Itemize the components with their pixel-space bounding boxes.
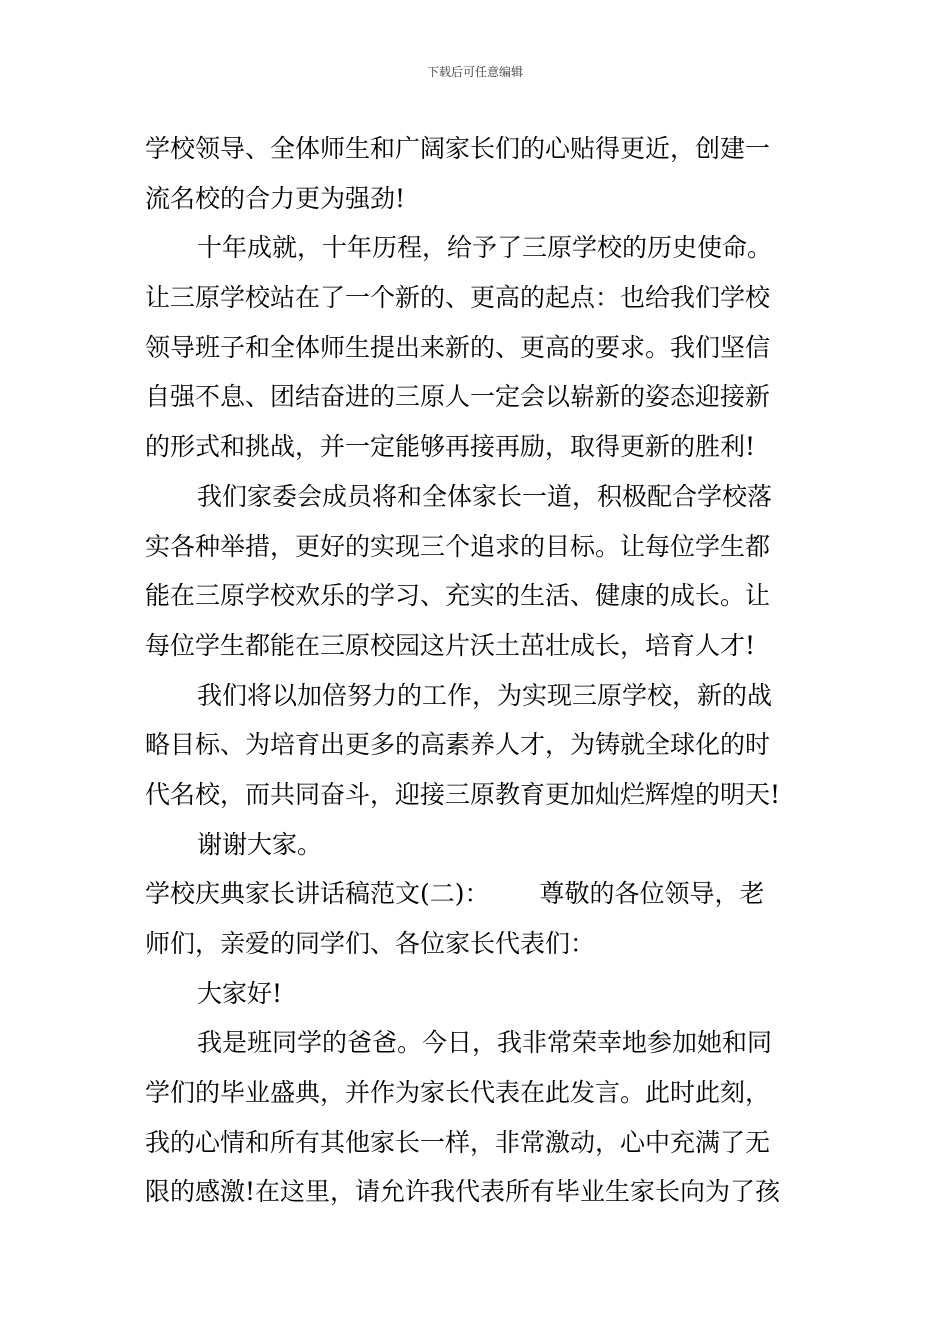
salutation-start: 尊敬的各位领导，老 [539, 879, 765, 909]
text-line: 能在三原学校欢乐的学习、充实的生活、健康的成长。让 [145, 581, 771, 611]
text-line: 师们，亲爱的同学们、各位家长代表们： [145, 929, 596, 958]
greeting: 大家好! [197, 978, 283, 1008]
section-title: 学校庆典家长讲话稿范文(二)： [145, 879, 490, 909]
paragraph-start: 我们将以加倍努力的工作，为实现三原学校，新的战 [197, 680, 773, 710]
text-line: 流名校的合力更为强劲! [145, 183, 406, 213]
text-line: 略目标、为培育出更多的高素养人才，为铸就全球化的时 [145, 730, 771, 760]
text-line: 我的心情和所有其他家长一样，非常激动，心中充满了无 [145, 1127, 771, 1157]
text-line: 学校领导、全体师生和广阔家长们的心贴得更近，创建一 [145, 134, 771, 163]
page-header: 下载后可任意编辑 [426, 65, 523, 79]
closing-thanks: 谢谢大家。 [197, 829, 323, 859]
text-line: 领导班子和全体师生提出来新的、更高的要求。我们坚信 [145, 332, 771, 362]
document-body [145, 124, 807, 1217]
text-line: 自强不息、团结奋进的三原人一定会以崭新的姿态迎接新 [145, 382, 771, 412]
text-line: 代名校，而共同奋斗，迎接三原教育更加灿烂辉煌的明天! [145, 779, 781, 809]
text-line: 学们的毕业盛典，并作为家长代表在此发言。此时此刻， [145, 1078, 771, 1108]
text-line: 实各种举措，更好的实现三个追求的目标。让每位学生都 [145, 531, 771, 561]
text-line: 限的感激!在这里，请允许我代表所有毕业生家长向为了孩 [145, 1177, 781, 1207]
section-heading-line [145, 869, 807, 919]
text-line: 每位学生都能在三原校园这片沃土茁壮成长，培育人才! [145, 630, 756, 660]
paragraph-start: 我是班同学的爸爸。今日，我非常荣幸地参加她和同 [197, 1028, 773, 1058]
paragraph-start: 十年成就，十年历程，给予了三原学校的历史使命。 [197, 233, 773, 263]
paragraph-start: 我们家委会成员将和全体家长一道，积极配合学校落 [197, 481, 773, 511]
text-line: 让三原学校站在了一个新的、更高的起点：也给我们学校 [145, 283, 771, 313]
text-line: 的形式和挑战，并一定能够再接再励，取得更新的胜利! [145, 432, 756, 462]
